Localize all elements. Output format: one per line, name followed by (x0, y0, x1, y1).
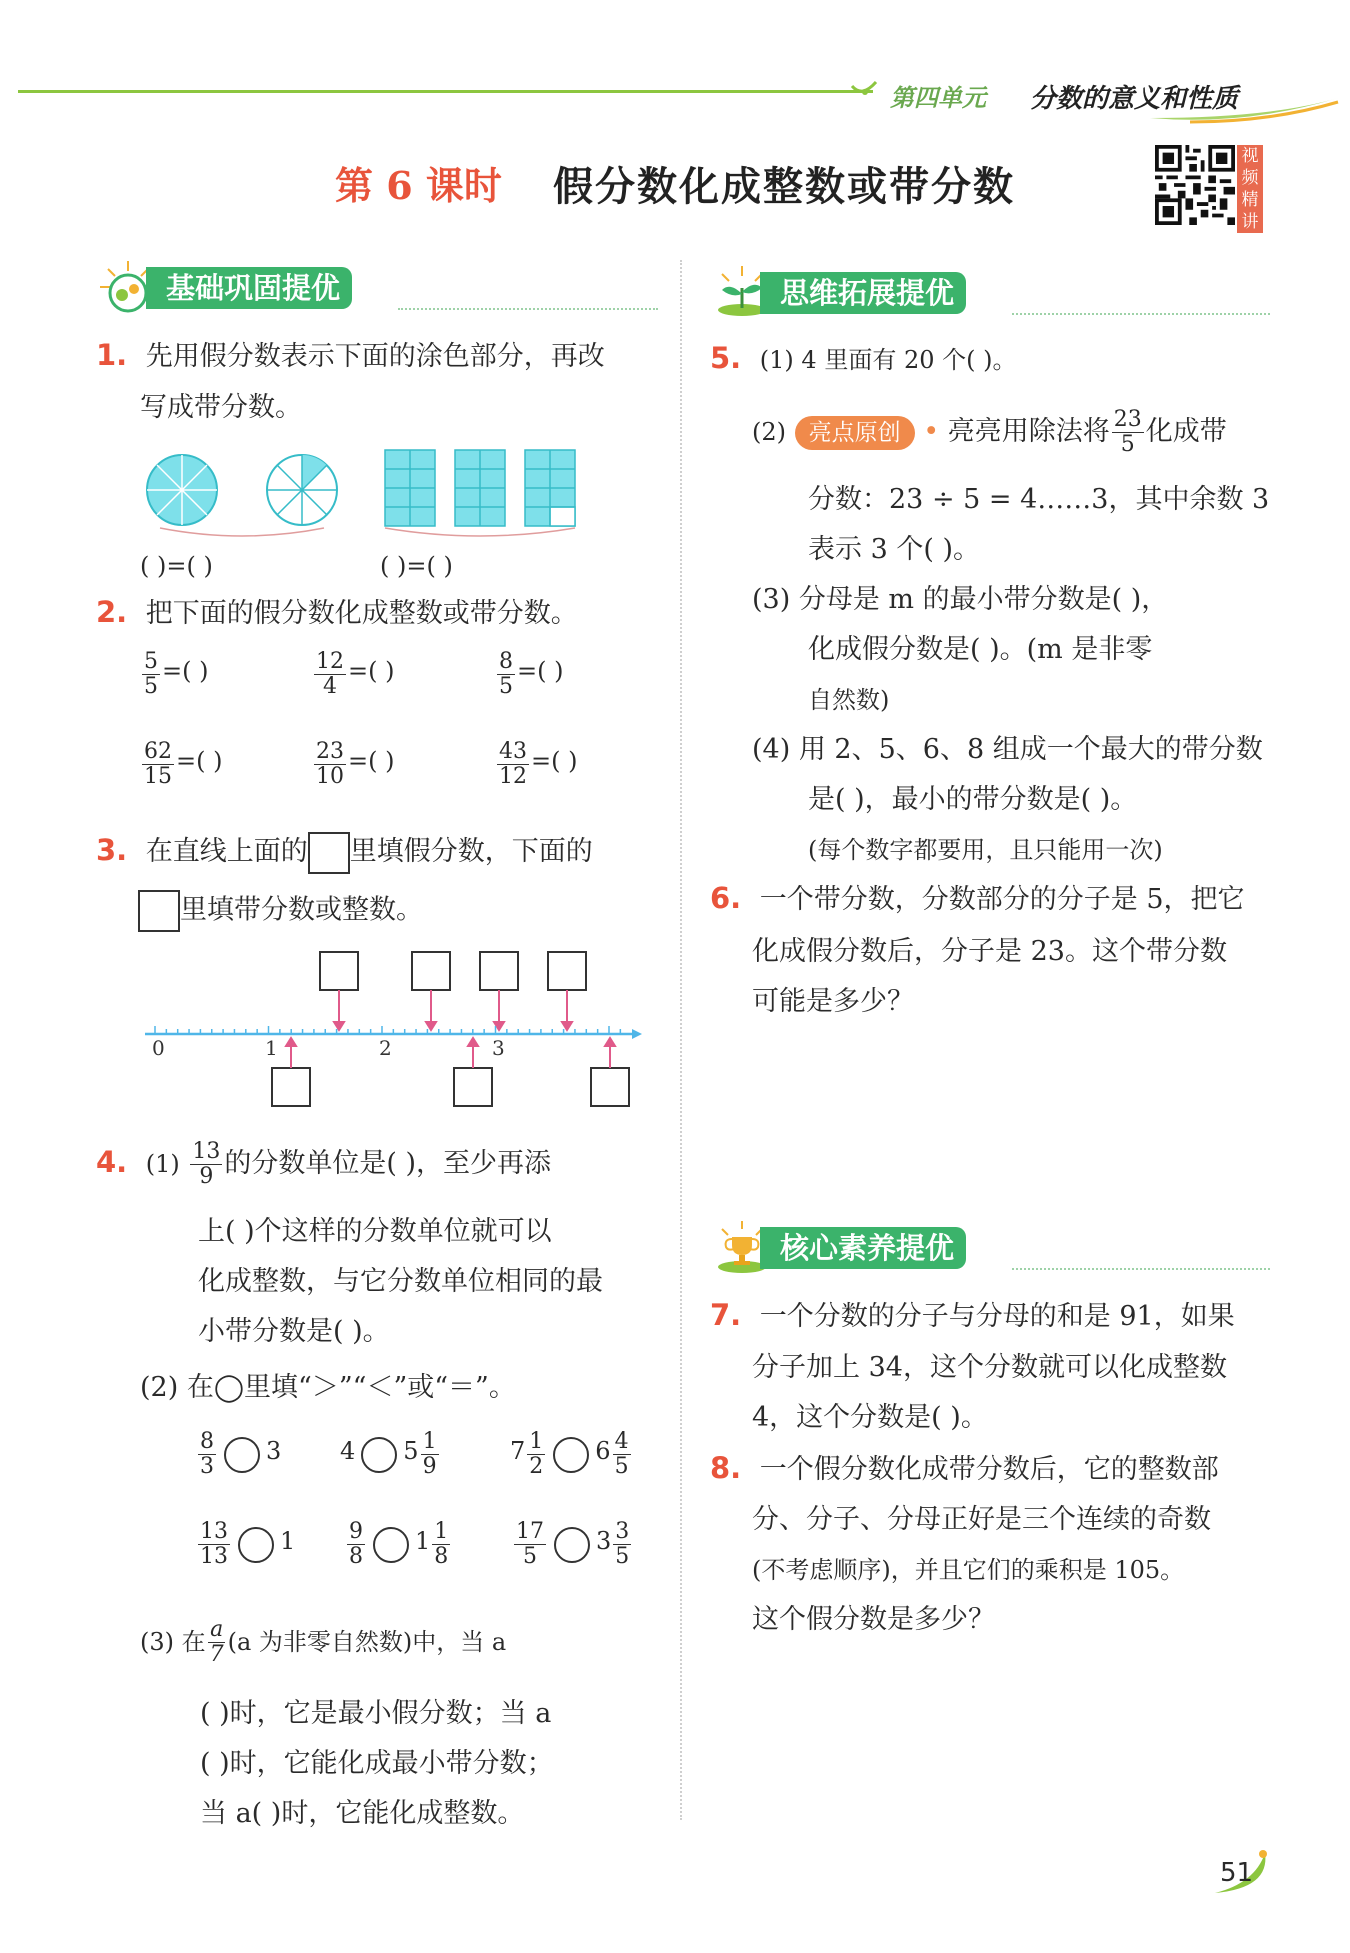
q5-note: (每个数字都要用，且只能用一次) (808, 836, 1163, 864)
q2-item: $\frac{23}{10}$ =( ) (316, 739, 395, 789)
answer-box-top[interactable] (548, 952, 586, 990)
question-3-line-b (138, 890, 423, 932)
header-rule (18, 90, 873, 93)
q4-line: 化成整数，与它分数单位相同的最 (198, 1266, 603, 1297)
comparison: $\frac{17}{5}$ 3 $\frac{3}{5}$ (516, 1519, 630, 1569)
box-symbol (308, 832, 350, 874)
q5-line: (4) 用 2、5、6、8 组成一个最大的带分数 (752, 734, 1263, 765)
number-line (140, 950, 660, 1115)
question-text: 里填假分数，下面的 (349, 836, 593, 867)
question-2 (96, 592, 666, 634)
q5-line: 分数：23 ÷ 5 = 4……3，其中余数 3 (808, 484, 1270, 515)
q4-line: ( )时，它能化成最小带分数； (200, 1748, 554, 1779)
q8-line: 分、分子、分母正好是三个连续的奇数 (752, 1504, 1211, 1535)
tick-label: 1 (265, 1036, 278, 1060)
answer-box-top[interactable] (320, 952, 358, 990)
compare-circle[interactable] (373, 1527, 409, 1563)
q4-line: 小带分数是( )。 (198, 1316, 390, 1347)
question-text: 一个分数的分子与分母的和是 91，如果 (759, 1301, 1235, 1332)
part-label: (1) (145, 1150, 180, 1178)
answer-blank[interactable]: =( ) (517, 657, 564, 685)
q4-part2: (2) 在◯里填“＞”“＜”或“＝”。 (140, 1372, 516, 1403)
question-text: (1) 4 里面有 20 个( )。 (759, 346, 1017, 374)
question-text: 先用假分数表示下面的涂色部分，再改 (145, 341, 605, 372)
lesson-number: 第 6 课时 (335, 163, 502, 208)
q2-item: $\frac{43}{12}$ =( ) (499, 739, 578, 789)
section-basic (98, 265, 658, 311)
question-text: 的分数单位是( )，至少再添 (224, 1148, 552, 1179)
section-underline (398, 308, 658, 310)
shaded-circle (147, 455, 217, 525)
q2-item: $\frac{62}{15}$ =( ) (144, 739, 223, 789)
answer-box-bottom[interactable] (272, 1068, 310, 1106)
question-3 (96, 830, 676, 874)
question-7 (710, 1295, 1280, 1337)
leaf-icon (850, 80, 880, 98)
q4-line: ( )时，它是最小假分数；当 a (200, 1698, 552, 1729)
answer-blank[interactable]: =( ) (531, 747, 578, 775)
tick-label: 0 (152, 1036, 165, 1060)
question-number: 3. (96, 833, 128, 867)
q7-line: 分子加上 34，这个分数就可以化成整数 (752, 1352, 1227, 1383)
question-text: 把下面的假分数化成整数或带分数。 (145, 598, 578, 629)
q5-part2: (2) 亮点原创 • 亮亮用除法将 $\frac{23}{5}$ 化成带 (752, 407, 1227, 457)
question-text: 一个假分数化成带分数后，它的整数部 (759, 1454, 1219, 1485)
question-number: 2. (96, 595, 128, 629)
q8-line: (不考虑顺序)，并且它们的乘积是 105。 (752, 1556, 1185, 1584)
q4-line: 当 a( )时，它能化成整数。 (200, 1798, 525, 1829)
comparison: 4 5 $\frac{1}{9}$ (340, 1429, 437, 1479)
question-text: 在直线上面的 (145, 836, 308, 867)
q4-line: 上( )个这样的分数单位就可以 (198, 1216, 552, 1247)
question-text: 里填带分数或整数。 (180, 894, 423, 926)
q1-blank-1[interactable]: ( )=( ) (140, 552, 213, 580)
q5-line: (3) 分母是 m 的最小带分数是( )， (752, 584, 1169, 615)
answer-blank[interactable]: =( ) (176, 747, 223, 775)
original-tag: 亮点原创 (795, 416, 915, 450)
column-divider (680, 260, 682, 1820)
question-number: 1. (96, 338, 128, 372)
q5-line: 自然数) (808, 686, 890, 714)
video-tag[interactable]: 视频精讲 (1237, 145, 1263, 233)
answer-box-top[interactable] (480, 952, 518, 990)
q4-part3: (3) 在 $\frac{a}{7}$ (a 为非零自然数)中，当 a (140, 1617, 507, 1667)
section-title: 基础巩固提优 (146, 267, 352, 309)
q6-line: 化成假分数后，分子是 23。这个带分数 (752, 936, 1227, 967)
comparison: $\frac{9}{8}$ 1 $\frac{1}{8}$ (349, 1519, 449, 1569)
answer-blank[interactable]: =( ) (162, 657, 209, 685)
unit-label: 第四单元 (890, 84, 986, 112)
question-1-text-b: 写成带分数。 (140, 392, 302, 423)
q8-line: 这个假分数是多少？ (752, 1604, 995, 1635)
q5-line: 化成假分数是( )。(m 是非零 (808, 634, 1153, 665)
partial-circle (267, 455, 337, 525)
box-symbol (138, 890, 180, 932)
answer-box-top[interactable] (412, 952, 450, 990)
comparison: $\frac{8}{3}$ 3 (200, 1429, 282, 1479)
section-title: 思维拓展提优 (760, 272, 966, 314)
q1-figures (140, 448, 600, 538)
q6-line: 可能是多少？ (752, 986, 914, 1017)
question-1 (96, 335, 666, 377)
question-6 (710, 878, 1280, 920)
answer-blank[interactable]: =( ) (348, 657, 395, 685)
section-underline (1012, 1268, 1270, 1270)
q5-line: 是( )，最小的带分数是( )。 (808, 784, 1138, 815)
dot-icon: • (923, 416, 940, 447)
q2-item: $\frac{12}{4}$ =( ) (316, 649, 395, 699)
answer-blank[interactable]: =( ) (348, 747, 395, 775)
shaded-grids (385, 450, 575, 526)
question-8 (710, 1448, 1280, 1490)
answer-box-bottom[interactable] (591, 1068, 629, 1106)
tick-label: 3 (492, 1036, 505, 1060)
question-number: 6. (710, 881, 742, 915)
comparison: 7 $\frac{1}{2}$ 6 $\frac{4}{5}$ (510, 1429, 629, 1479)
answer-box-bottom[interactable] (454, 1068, 492, 1106)
section-thinking (712, 270, 1272, 316)
compare-circle[interactable] (238, 1527, 274, 1563)
question-number: 5. (710, 341, 742, 375)
compare-circle[interactable] (553, 1437, 589, 1473)
question-number: 7. (710, 1298, 742, 1332)
section-core (712, 1225, 1272, 1271)
q2-item: $\frac{8}{5}$ =( ) (499, 649, 564, 699)
header-swoosh (1150, 96, 1340, 124)
question-5 (710, 338, 1280, 380)
q2-item: $\frac{5}{5}$ =( ) (144, 649, 209, 699)
lesson-title: 假分数化成整数或带分数 (553, 163, 1015, 210)
q7-line: 4，这个分数是( )。 (752, 1402, 988, 1433)
tick-label: 2 (379, 1036, 392, 1060)
page-number: 51 (1220, 1858, 1254, 1888)
section-underline (1012, 313, 1270, 315)
qr-code-icon[interactable] (1155, 145, 1235, 225)
question-4: 4. (1) $\frac{13}{9}$ 的分数单位是( )，至少再添 (96, 1139, 552, 1189)
comparison: $\frac{13}{13}$ 1 (200, 1519, 296, 1569)
compare-circle[interactable] (554, 1527, 590, 1563)
question-number: 8. (710, 1451, 742, 1485)
compare-circle[interactable] (224, 1437, 260, 1473)
topic-label: 分数的意义和性质 (1030, 84, 1239, 114)
section-title: 核心素养提优 (760, 1227, 966, 1269)
compare-circle[interactable] (361, 1437, 397, 1473)
question-text: 一个带分数，分数部分的分子是 5，把它 (759, 884, 1245, 915)
question-number: 4. (96, 1145, 128, 1179)
q1-blank-2[interactable]: ( )=( ) (380, 552, 453, 580)
q5-line: 表示 3 个( )。 (808, 534, 980, 565)
